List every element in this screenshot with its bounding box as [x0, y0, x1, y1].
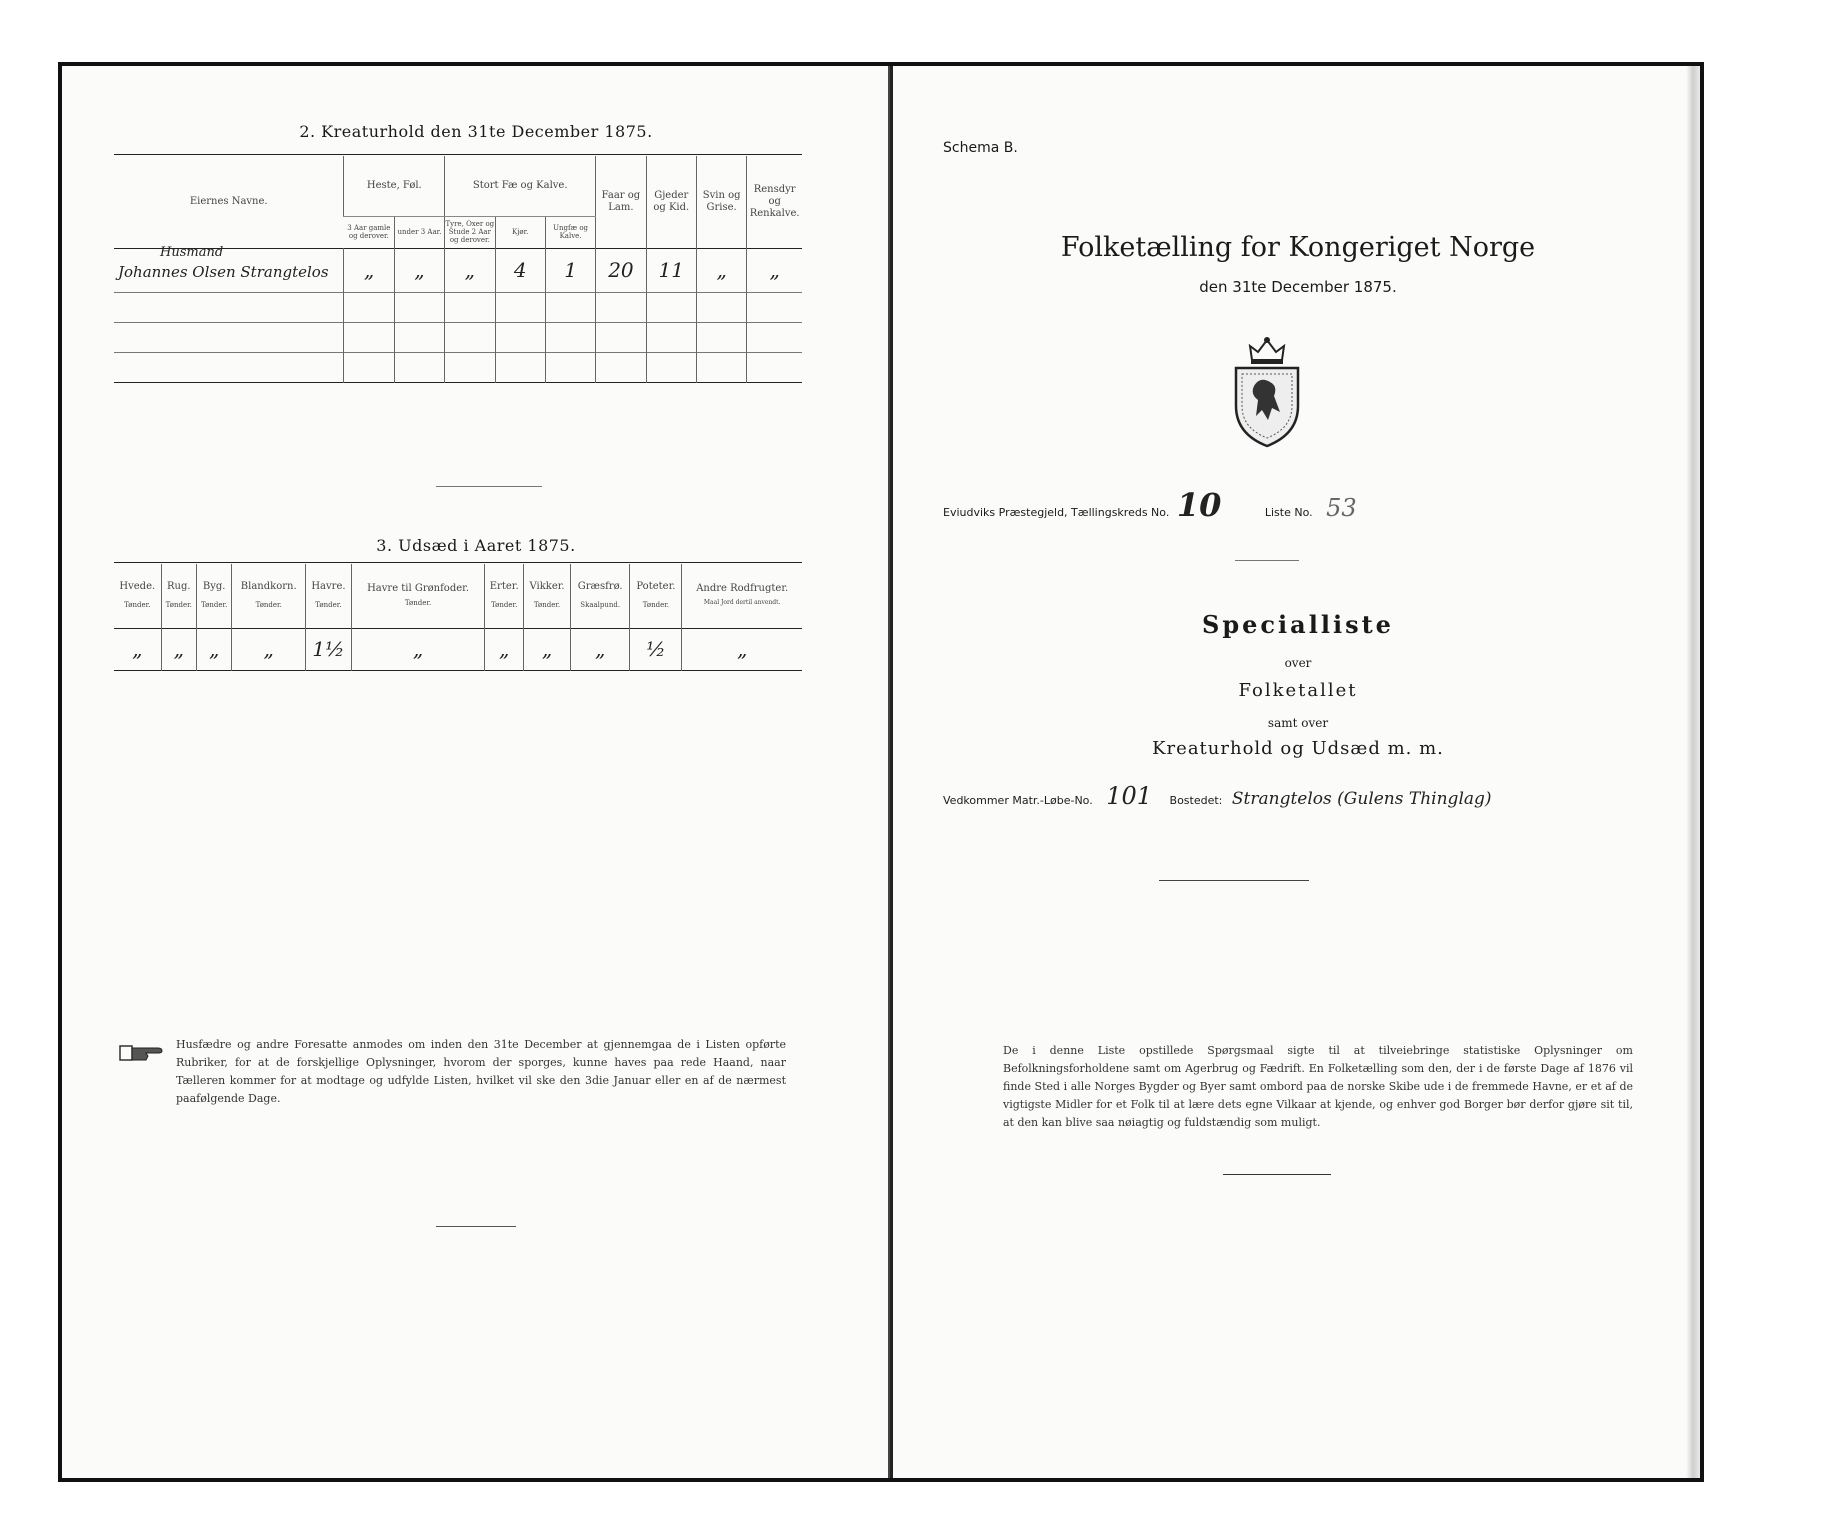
table-row [114, 248, 802, 292]
pointing-hand-icon [118, 1042, 166, 1064]
notice-text: Husfædre og andre Foresatte anmodes om inden den 31te December at gjennemgaa de i Listen opførte Rubriker, for at de forskjellige Oplysninger, hvorom der sporges, kunne haves paa rede Haand, naar Tælleren kommer for at modtage og udfylde Listen, hvilket vil ske den 3die Januar eller en af de nærmest paafølgende Dage. [176, 1038, 786, 1105]
value-heste-old: „ [344, 248, 394, 292]
seed-value-poteter: ½ [630, 628, 682, 670]
value-tyre: „ [445, 248, 495, 292]
seed-header-row [114, 564, 802, 628]
livestock-table [114, 156, 802, 383]
separator-rule-2 [1159, 880, 1309, 881]
seed-value-vikker: „ [524, 628, 571, 670]
header-stort-sub-2: Kjør. [495, 216, 545, 248]
header-rensdyr: Rensdyr og Renkalve. [747, 156, 802, 248]
value-ungfae: 1 [545, 248, 595, 292]
owner-name: Johannes Olsen Strangtelos [118, 262, 329, 281]
main-title: Folketælling for Kongeriget Norge [1060, 232, 1536, 263]
separator-rule [436, 486, 542, 487]
seed-value-blandkorn: „ [232, 628, 306, 670]
separator-rule [1235, 560, 1299, 561]
seed-value-graesfro: „ [570, 628, 629, 670]
kreatur-title: Kreaturhold og Udsæd m. m. [1152, 738, 1444, 759]
matr-line [943, 782, 1492, 810]
value-faar: 20 [596, 248, 646, 292]
value-svin: „ [696, 248, 746, 292]
section-2-title: 2. Kreaturhold den 31te December 1875. [299, 122, 653, 141]
bosted-value: Strangtelos (Gulens Thinglag) [1231, 789, 1492, 809]
liste-number: 53 [1326, 494, 1357, 522]
header-heste-sub-2: under 3 Aar. [394, 216, 444, 248]
owner-cell [114, 244, 344, 292]
header-heste: Heste, Føl. [344, 156, 445, 216]
header-gjeder: Gjeder og Kid. [646, 156, 696, 248]
seed-value-rug: „ [161, 628, 196, 670]
header-stort-fae: Stort Fæ og Kalve. [445, 156, 596, 216]
table-row [114, 292, 802, 322]
owner-title: Husmand [160, 244, 224, 260]
seed-value-gronfoder: „ [351, 628, 485, 670]
value-kjor: 4 [495, 248, 545, 292]
seed-header-havre: Havre. Tønder. [306, 564, 352, 628]
value-rensdyr: „ [747, 248, 802, 292]
bottom-rule [1223, 1174, 1331, 1175]
kreds-number: 10 [1176, 486, 1222, 524]
left-page [62, 66, 890, 1478]
table-row [114, 322, 802, 352]
seed-header-rug: Rug. Tønder. [161, 564, 196, 628]
seed-value-byg: „ [196, 628, 231, 670]
bottom-rule [436, 1226, 516, 1227]
folketallet: Folketallet [1238, 680, 1358, 701]
seed-header-poteter: Poteter. Tønder. [630, 564, 682, 628]
seed-header-byg: Byg. Tønder. [196, 564, 231, 628]
over-text-1: over [1284, 656, 1312, 670]
table-top-rule [114, 154, 802, 155]
value-gjeder: 11 [646, 248, 696, 292]
footer-text: De i denne Liste opstillede Spørgsmaal sigte til at tilveiebringe statistiske Oplysninger om Befolkningsforholdene samt om Agerbrug og Fædrift. En Folketælling som den, der i de første Dage af 1876 vil finde Sted i alle Norges Bygder og Byer samt ombord paa de norske Skibe ude i de fremmede Havne, er et af de vigtigste Midler for et Folk til at lære dets egne Vilkaar at kjende, og enhver god Borger bør derfor gjøre sit til, at den kan blive saa nøiagtig og fuldstændig som muligt. [1003, 1044, 1633, 1129]
seed-header-gronfoder: Havre til Grønfoder. Tønder. [351, 564, 485, 628]
seed-header-blandkorn: Blandkorn. Tønder. [232, 564, 306, 628]
liste-label: Liste No. [1264, 506, 1313, 519]
seed-header-erter: Erter. Tønder. [485, 564, 524, 628]
section-3-title: 3. Udsæd i Aaret 1875. [376, 536, 576, 555]
parish-line [943, 486, 1357, 524]
seed-value-row [114, 628, 802, 670]
special-title: Specialliste [1202, 610, 1394, 639]
seed-table [114, 564, 802, 671]
seed-value-hvede: „ [132, 637, 143, 661]
parish-label: Eviudviks Præstegjeld, Tællingskreds No. [943, 506, 1170, 519]
right-page [890, 66, 1700, 1478]
seed-value-rodfrugter: „ [682, 628, 802, 670]
seed-table-top-rule [114, 562, 802, 563]
header-faar: Faar og Lam. [596, 156, 646, 248]
bosted-label: Bostedet: [1169, 794, 1223, 807]
matr-label: Vedkommer Matr.-Løbe-No. [943, 794, 1093, 807]
seed-header-rodfrugter: Andre Rodfrugter. Maal Jord dertil anvendt. [682, 564, 802, 628]
schema-label: Schema B. [943, 140, 1018, 156]
table-row [114, 352, 802, 382]
header-stort-sub-1: Tyre, Oxer og Stude 2 Aar og derover. [445, 216, 495, 248]
coat-of-arms-icon [1230, 336, 1304, 448]
seed-header-hvede: Hvede. Tønder. [119, 580, 156, 609]
census-date: den 31te December 1875. [1199, 278, 1397, 296]
seed-value-havre: 1½ [306, 628, 352, 670]
header-owner: Eiernes Navne. [189, 195, 268, 207]
header-stort-sub-3: Ungfæ og Kalve. [545, 216, 595, 248]
header-heste-sub-1: 3 Aar gamle og derover. [347, 224, 391, 240]
seed-header-vikker: Vikker. Tønder. [524, 564, 571, 628]
seed-value-erter: „ [485, 628, 524, 670]
value-heste-young: „ [394, 248, 444, 292]
matr-number: 101 [1106, 782, 1153, 810]
seed-header-graesfro: Græsfrø. Skaalpund. [570, 564, 629, 628]
samt-over: samt over [1267, 716, 1329, 730]
header-svin: Svin og Grise. [696, 156, 746, 248]
